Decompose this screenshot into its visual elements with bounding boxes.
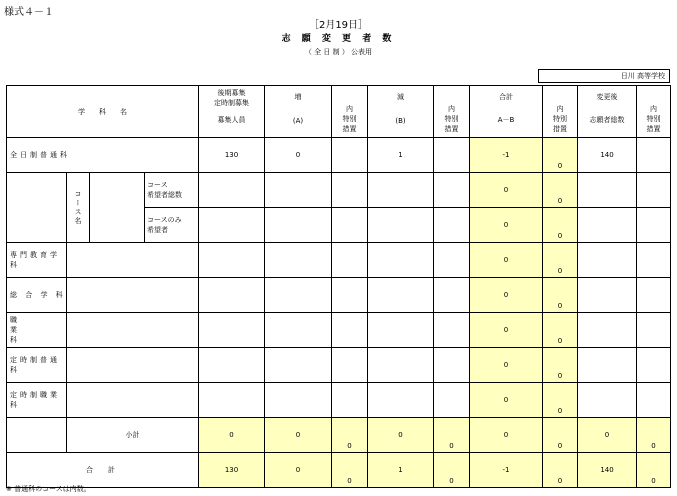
zou-value <box>265 208 332 243</box>
gokei-uchi-value: 0 <box>543 243 578 278</box>
gokei-label: 合計 <box>499 93 513 101</box>
shigan-value <box>578 173 637 208</box>
shokei-spacer <box>7 418 67 453</box>
table-row-senmon <box>7 243 671 278</box>
zou-uchi-value <box>332 278 368 313</box>
course-sougan-line1: コース <box>147 181 168 189</box>
course-nomi-line1: コースのみ <box>147 216 182 224</box>
gokei-uchi-value: 0 <box>543 278 578 313</box>
row-label: 全日制普通科 <box>7 138 199 173</box>
sochi-label: 措置 <box>553 125 567 133</box>
gokei-sub-label: A－B <box>497 116 515 124</box>
course-spacer <box>7 173 67 243</box>
shigan-uchi-value <box>637 383 671 418</box>
gen-value <box>368 243 434 278</box>
row-label: 小計 <box>67 418 199 453</box>
row-label-spacer <box>67 278 199 313</box>
gokei-value: 0 <box>470 243 543 278</box>
henkougo-header <box>578 86 637 138</box>
sochi-label: 措置 <box>646 125 661 133</box>
shigan-uchi-value <box>637 278 671 313</box>
gokei-value: 0 <box>470 313 543 348</box>
row-label: 総 合 学 科 <box>7 278 67 313</box>
page-title: 志 願 変 更 者 数 <box>281 34 396 44</box>
shigan-uchi-value <box>637 173 671 208</box>
zou-uchi-value <box>332 243 368 278</box>
zou-value <box>265 383 332 418</box>
gokei-uchi-value: 0 <box>543 453 578 488</box>
gokei-uchi-value: 0 <box>543 383 578 418</box>
row-label: 職 業 科 <box>7 313 67 348</box>
form-number: 様式４－１ <box>4 7 54 18</box>
zou-uchi-value: 0 <box>332 453 368 488</box>
gen-uchi-value <box>434 208 470 243</box>
gokei-value: 0 <box>470 173 543 208</box>
zou-uchi-value <box>332 173 368 208</box>
row-label: 専門教育学科 <box>7 243 67 278</box>
school-name: 日川 高等学校 <box>538 69 670 83</box>
gen-value <box>368 383 434 418</box>
gen-value <box>368 313 434 348</box>
zou-uchi-value <box>332 348 368 383</box>
boshu-header <box>199 86 265 138</box>
gakka-label: 学 科 名 <box>78 107 127 116</box>
gokei-value: -1 <box>470 453 543 488</box>
gokei-value: 0 <box>470 418 543 453</box>
row-label: 合 計 <box>7 453 199 488</box>
boshu-value <box>199 313 265 348</box>
gen-header <box>368 86 434 138</box>
table-row-course-sougan <box>7 173 671 208</box>
uchi-label: 内 <box>650 105 657 113</box>
table-row-goukei <box>7 453 671 488</box>
page-subtitle: （ 全 日 制 ） 公表用 <box>304 48 373 56</box>
change-table <box>6 85 671 488</box>
zou-header <box>265 86 332 138</box>
row-label-spacer <box>67 348 199 383</box>
zou-value <box>265 313 332 348</box>
gen-uchi-value <box>434 138 470 173</box>
course-sougan-label <box>145 173 199 208</box>
gen-uchi-value <box>434 348 470 383</box>
boshu-value <box>199 383 265 418</box>
boshu-label: 募集人員 <box>217 116 246 124</box>
zou-value: 0 <box>265 418 332 453</box>
sochi-label: 措置 <box>444 125 459 133</box>
shigan-value <box>578 383 637 418</box>
gokei-value: -1 <box>470 138 543 173</box>
table-row-teiji-futsu <box>7 348 671 383</box>
shigan-uchi-value <box>637 348 671 383</box>
gokei-uchi-value: 0 <box>543 313 578 348</box>
boshu-value <box>199 348 265 383</box>
gen-uchi-header <box>434 86 470 138</box>
zou-uchi-value <box>332 313 368 348</box>
gen-value <box>368 173 434 208</box>
gen-value <box>368 278 434 313</box>
gokei-uchi-value: 0 <box>543 208 578 243</box>
gokei-uchi-value: 0 <box>543 418 578 453</box>
zou-uchi-value: 0 <box>332 418 368 453</box>
row-label-spacer <box>67 313 199 348</box>
table-row-zennichi <box>7 138 671 173</box>
gen-uchi-value <box>434 313 470 348</box>
shigan-value <box>578 278 637 313</box>
zou-value <box>265 173 332 208</box>
gokei-uchi-value: 0 <box>543 173 578 208</box>
shigan-value <box>578 348 637 383</box>
shigan-uchi-header <box>637 86 671 138</box>
footnote: ※ 普通科のコースは内数。 <box>6 485 91 493</box>
course-nomi-label <box>145 208 199 243</box>
gen-sub-label: (B) <box>395 117 406 125</box>
gen-value <box>368 208 434 243</box>
tokubetsu-label: 特別 <box>646 115 661 123</box>
header-row <box>7 86 671 138</box>
shigan-label: 志願者総数 <box>589 116 625 124</box>
boshu-value: 130 <box>199 453 265 488</box>
boshu-value <box>199 208 265 243</box>
uchi-label: 内 <box>346 105 353 113</box>
uchi-label: 内 <box>556 105 564 113</box>
row-label-spacer <box>67 383 199 418</box>
gen-label: 減 <box>397 93 404 101</box>
teiji-label: 定時制募集 <box>214 99 249 107</box>
shigan-uchi-value <box>637 138 671 173</box>
gokei-uchi-value: 0 <box>543 348 578 383</box>
sochi-label: 措置 <box>342 125 357 133</box>
zou-uchi-header <box>332 86 368 138</box>
shigan-uchi-value <box>637 243 671 278</box>
shigan-uchi-value: 0 <box>637 418 671 453</box>
gen-uchi-value: 0 <box>434 418 470 453</box>
zou-value <box>265 348 332 383</box>
gokei-uchi-value: 0 <box>543 138 578 173</box>
tokubetsu-label: 特別 <box>444 115 459 123</box>
tokubetsu-label: 特別 <box>342 115 357 123</box>
zou-value <box>265 243 332 278</box>
zou-uchi-value <box>332 383 368 418</box>
gen-value <box>368 348 434 383</box>
uchi-label: 内 <box>448 105 455 113</box>
zou-value: 0 <box>265 138 332 173</box>
row-label: 定時制職業科 <box>7 383 67 418</box>
gen-uchi-value <box>434 243 470 278</box>
course-sougan-line2: 希望者総数 <box>147 191 182 199</box>
boshu-value: 0 <box>199 418 265 453</box>
shigan-uchi-value <box>637 313 671 348</box>
shigan-uchi-value: 0 <box>637 453 671 488</box>
gokei-header <box>470 86 543 138</box>
course-name-cell <box>90 173 145 243</box>
gokei-value: 0 <box>470 278 543 313</box>
shigan-value <box>578 208 637 243</box>
shigan-value: 140 <box>578 138 637 173</box>
table-row-shokei <box>7 418 671 453</box>
zou-uchi-value <box>332 138 368 173</box>
row-label-spacer <box>67 243 199 278</box>
report-date: ［2月19日］ <box>308 20 369 31</box>
zou-uchi-value <box>332 208 368 243</box>
table-row-shokugyou <box>7 313 671 348</box>
course-nomi-line2: 希望者 <box>147 226 168 234</box>
boshu-value <box>199 173 265 208</box>
gokei-value: 0 <box>470 383 543 418</box>
zou-value <box>265 278 332 313</box>
zou-sub-label: (A) <box>292 117 304 125</box>
zou-value: 0 <box>265 453 332 488</box>
gen-uchi-value <box>434 383 470 418</box>
kouki-label: 後期募集 <box>217 89 246 97</box>
row-label: 定時制普通科 <box>7 348 67 383</box>
shigan-value <box>578 313 637 348</box>
gokei-uchi-header <box>543 86 578 138</box>
shigan-uchi-value <box>637 208 671 243</box>
zou-label: 増 <box>294 93 302 101</box>
shigan-value <box>578 243 637 278</box>
table-row-sougou <box>7 278 671 313</box>
tokubetsu-label: 特別 <box>553 115 567 123</box>
gen-value: 0 <box>368 418 434 453</box>
gen-uchi-value: 0 <box>434 453 470 488</box>
shigan-value: 140 <box>578 453 637 488</box>
table-row-teiji-shoku <box>7 383 671 418</box>
shigan-value: 0 <box>578 418 637 453</box>
course-name-label: コース名 <box>67 173 90 243</box>
boshu-value <box>199 243 265 278</box>
henkougo-label: 変更後 <box>596 93 618 101</box>
gakka-header <box>7 86 199 138</box>
gokei-value: 0 <box>470 348 543 383</box>
boshu-value <box>199 278 265 313</box>
gen-uchi-value <box>434 278 470 313</box>
gokei-value: 0 <box>470 208 543 243</box>
gen-value: 1 <box>368 138 434 173</box>
boshu-value: 130 <box>199 138 265 173</box>
gen-value: 1 <box>368 453 434 488</box>
gen-uchi-value <box>434 173 470 208</box>
